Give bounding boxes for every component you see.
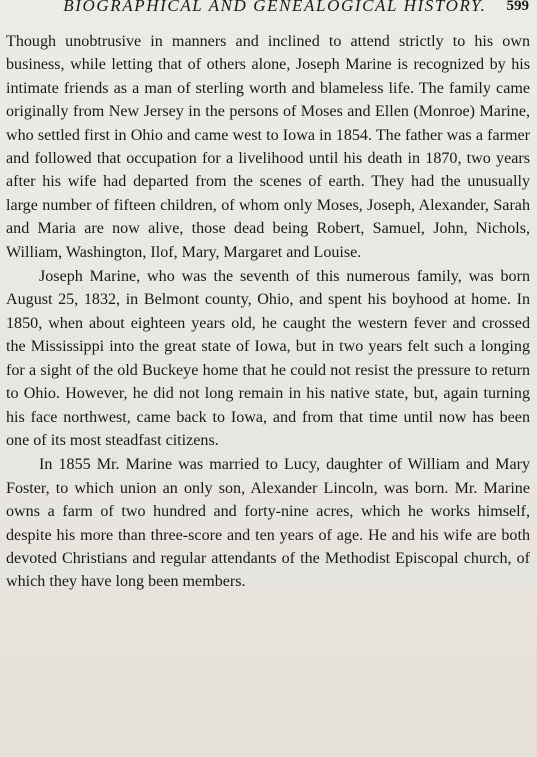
running-header bbox=[0, 0, 537, 16]
body-text bbox=[6, 30, 530, 594]
paragraph-joseph-marine: Joseph Marine, who was the seventh of this numerous family, was born August 25, 1832, in Belmont county, Ohio, and spent his boyhood at home. In 1850, when about eighteen years old, he caught the western fever and crossed the Mississippi into the great state of Iowa, but in two years felt such a longing for a sight of the old Buckeye home that he could not resist the pressure to return to Ohio. However, he did not long remain in his native state, but, again turning his face northwest, came back to Iowa, and from that time until now has been one of its most steadfast citizens. bbox=[6, 268, 530, 449]
page-number: 599 bbox=[506, 0, 529, 14]
paragraph-marriage: In 1855 Mr. Marine was married to Lucy, daughter of William and Mary Foster, to which union an only son, Alexander Lincoln, was born. Mr. Marine owns a farm of two hundred and forty-nine acres, which he works himself, despite his more than three-score and ten years of age. He and his wife are both devoted Christians and regular attendants of the Methodist Episcopal church, of which they have long been members. bbox=[6, 456, 530, 591]
running-header-title: BIOGRAPHICAL AND GENEALOGICAL HISTORY. bbox=[63, 0, 487, 15]
paragraph-family-history: Though unobtrusive in manners and inclined to attend strictly to his own business, while letting that of others alone, Joseph Marine is recognized by his intimate friends as a man of sterling worth and blameless life. The family came originally from New Jersey in the persons of Moses and Ellen (Monroe) Marine, who settled first in Ohio and came west to Iowa in 1854. The father was a farmer and followed that occupation for a livelihood until his death in 1870, two years after his wife had departed from the scenes of earth. They had the unusually large number of fifteen children, of whom only Moses, Joseph, Alexander, Sarah and Maria are now alive, those dead being Robert, Samuel, John, Nichols, William, Washington, Ilof, Mary, Margaret and Louise. bbox=[6, 33, 530, 261]
